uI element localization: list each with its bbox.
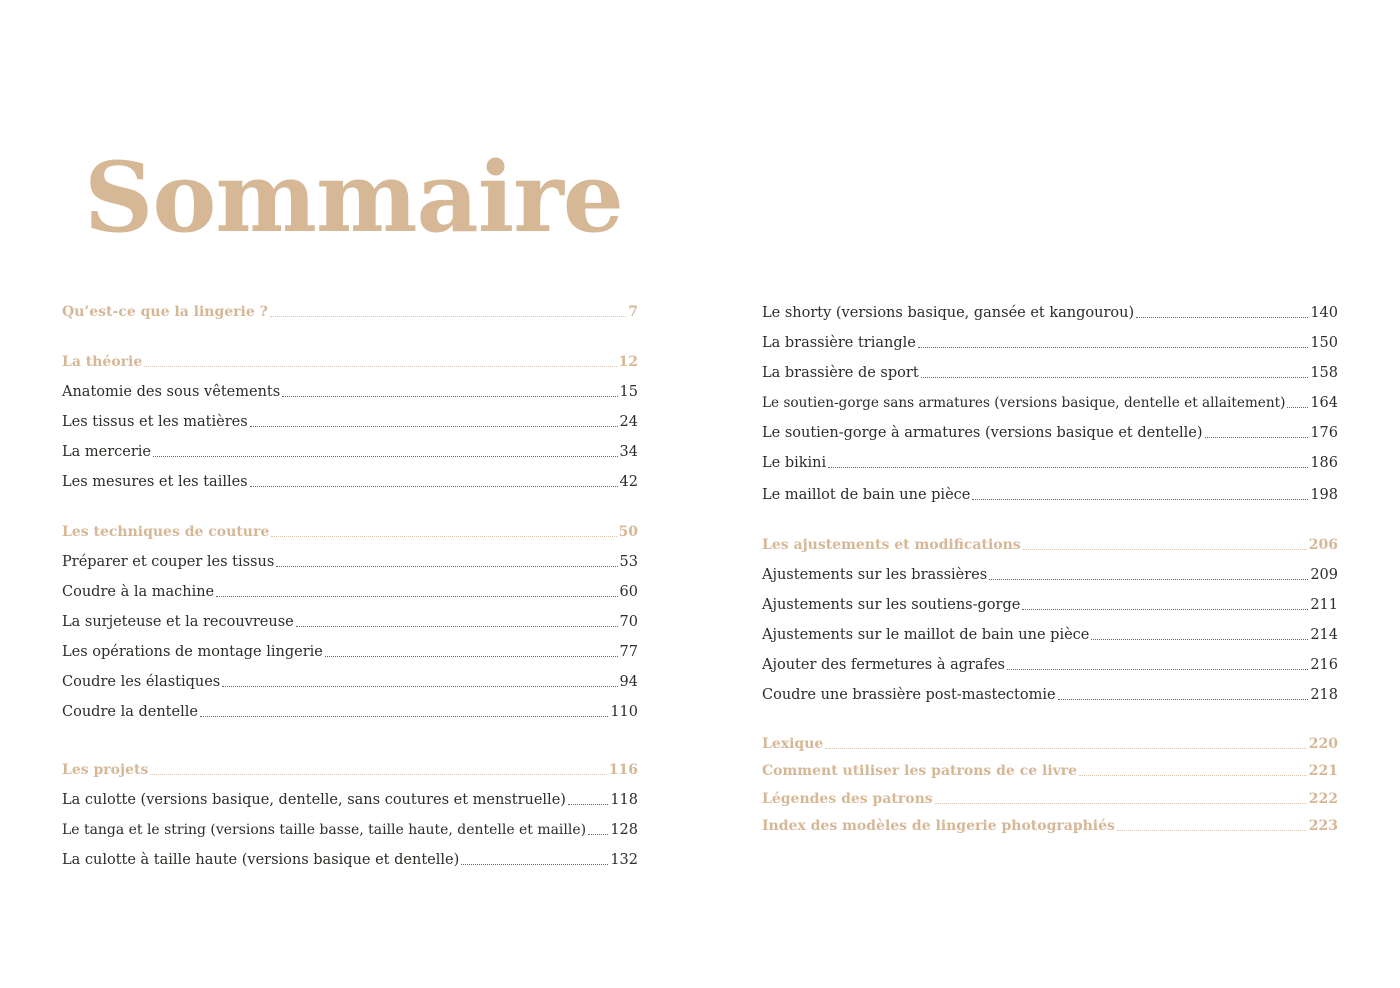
toc-entry-title: La culotte à taille haute (versions basique et dentelle)	[62, 852, 460, 868]
toc-page-number: 94	[619, 674, 638, 690]
toc-page-number: 60	[619, 584, 638, 600]
toc-section-entry	[62, 759, 638, 781]
toc-entry-title: Les techniques de couture	[62, 524, 270, 540]
toc-entry-title: Les ajustements et modifications	[762, 537, 1021, 553]
toc-section-entry	[62, 521, 638, 543]
dot-leader	[568, 804, 608, 805]
toc-page-number: 222	[1308, 791, 1338, 807]
toc-entry	[762, 654, 1338, 676]
page-title: Sommaire	[84, 141, 623, 254]
toc-entry-title: La brassière triangle	[762, 335, 916, 351]
toc-entry	[62, 581, 638, 603]
toc-entry	[62, 611, 638, 633]
toc-page-number: 158	[1310, 365, 1338, 381]
toc-page-number: 150	[1310, 335, 1338, 351]
toc-page-number: 7	[628, 304, 638, 320]
toc-entry	[762, 452, 1338, 474]
toc-entry-title: Le tanga et le string (versions taille basse, taille haute, dentelle et maille)	[62, 822, 587, 838]
toc-section-entry	[762, 733, 1338, 755]
toc-page-number: 220	[1308, 736, 1338, 752]
toc-entry-title: Le maillot de bain une pièce	[762, 487, 971, 503]
toc-page-number: 176	[1310, 425, 1338, 441]
toc-entry-title: Les tissus et les matières	[62, 414, 248, 430]
dot-leader	[271, 536, 616, 537]
dot-leader	[461, 864, 608, 865]
dot-leader	[918, 347, 1308, 348]
dot-leader	[222, 686, 617, 687]
toc-page-number: 118	[610, 792, 638, 808]
toc-entry	[62, 471, 638, 493]
toc-entry-title: Les mesures et les tailles	[62, 474, 248, 490]
dot-leader	[1079, 775, 1307, 776]
toc-entry	[62, 671, 638, 693]
toc-section-entry	[762, 788, 1338, 810]
dot-leader	[972, 499, 1308, 500]
toc-section-entry	[62, 301, 638, 323]
toc-entry-title: Index des modèles de lingerie photographiés	[762, 818, 1115, 834]
toc-entry-title: Le shorty (versions basique, gansée et kangourou)	[762, 305, 1135, 321]
toc-page-number: 216	[1310, 657, 1338, 673]
dot-leader	[250, 486, 618, 487]
dot-leader	[1205, 437, 1309, 438]
dot-leader	[1091, 639, 1308, 640]
toc-entry-title: Anatomie des sous vêtements	[62, 384, 281, 400]
dot-leader	[935, 803, 1307, 804]
dot-leader	[296, 626, 618, 627]
toc-page-number: 214	[1310, 627, 1338, 643]
dot-leader	[1117, 830, 1307, 831]
toc-entry	[762, 594, 1338, 616]
toc-page-number: 77	[619, 644, 638, 660]
toc-page-number: 164	[1310, 395, 1338, 411]
toc-entry	[62, 789, 638, 811]
dot-leader	[1136, 317, 1308, 318]
toc-entry	[62, 381, 638, 403]
toc-section-entry	[762, 815, 1338, 837]
toc-entry	[762, 624, 1338, 646]
toc-entry-title: La théorie	[62, 354, 143, 370]
toc-page-number: 24	[619, 414, 638, 430]
dot-leader	[200, 716, 608, 717]
toc-page-number: 110	[610, 704, 638, 720]
toc-entry-title: Ajouter des fermetures à agrafes	[762, 657, 1005, 673]
toc-section-entry	[62, 351, 638, 373]
toc-entry	[62, 819, 638, 841]
toc-entry-title: La mercerie	[62, 444, 151, 460]
toc-page-number: 218	[1310, 687, 1338, 703]
dot-leader	[250, 426, 618, 427]
toc-entry	[762, 302, 1338, 324]
dot-leader	[1287, 407, 1308, 408]
toc-entry-title: Les opérations de montage lingerie	[62, 644, 323, 660]
toc-section-entry	[762, 760, 1338, 782]
toc-page-number: 42	[619, 474, 638, 490]
toc-entry-title: Ajustements sur les brassières	[762, 567, 988, 583]
toc-page-number: 186	[1310, 455, 1338, 471]
toc-entry	[62, 701, 638, 723]
toc-entry-title: La culotte (versions basique, dentelle, sans coutures et menstruelle)	[62, 792, 566, 808]
dot-leader	[270, 316, 626, 317]
toc-entry	[762, 684, 1338, 706]
toc-section-entry	[762, 534, 1338, 556]
toc-page-number: 140	[1310, 305, 1338, 321]
toc-page-number: 211	[1310, 597, 1338, 613]
dot-leader	[1058, 699, 1309, 700]
dot-leader	[1022, 609, 1308, 610]
toc-entry-title: Ajustements sur le maillot de bain une pièce	[762, 627, 1090, 643]
dot-leader	[989, 579, 1308, 580]
toc-page-number: 12	[618, 354, 638, 370]
toc-entry	[62, 411, 638, 433]
dot-leader	[588, 834, 608, 835]
toc-entry-title: Comment utiliser les patrons de ce livre	[762, 763, 1078, 779]
dot-leader	[325, 656, 618, 657]
toc-page-number: 53	[619, 554, 638, 570]
toc-entry-title: Lexique	[762, 736, 824, 752]
toc-entry	[62, 441, 638, 463]
dot-leader	[150, 774, 606, 775]
toc-entry-title: Coudre une brassière post-mastectomie	[762, 687, 1056, 703]
toc-page-number: 198	[1310, 487, 1338, 503]
toc-entry-title: La surjeteuse et la recouvreuse	[62, 614, 294, 630]
toc-entry	[762, 332, 1338, 354]
toc-entry-title: Coudre la dentelle	[62, 704, 198, 720]
toc-entry-title: Légendes des patrons	[762, 791, 933, 807]
toc-page-number: 15	[619, 384, 638, 400]
toc-entry-title: Le bikini	[762, 455, 827, 471]
toc-page-number: 209	[1310, 567, 1338, 583]
toc-entry	[62, 849, 638, 871]
toc-entry-title: Coudre les élastiques	[62, 674, 221, 690]
toc-entry	[62, 641, 638, 663]
dot-leader	[282, 396, 617, 397]
toc-entry-title: Les projets	[62, 762, 149, 778]
toc-entry	[762, 564, 1338, 586]
dot-leader	[153, 456, 618, 457]
dot-leader	[216, 596, 617, 597]
toc-page-number: 116	[608, 762, 638, 778]
dot-leader	[276, 566, 617, 567]
toc-page-number: 34	[619, 444, 638, 460]
toc-entry-title: Le soutien-gorge à armatures (versions basique et dentelle)	[762, 425, 1203, 441]
toc-entry-title: La brassière de sport	[762, 365, 919, 381]
toc-entry	[762, 422, 1338, 444]
toc-entry	[762, 392, 1338, 414]
dot-leader	[921, 377, 1309, 378]
toc-page-number: 128	[610, 822, 638, 838]
toc-page-number: 223	[1308, 818, 1338, 834]
toc-entry	[62, 551, 638, 573]
toc-entry	[762, 362, 1338, 384]
toc-entry-title: Préparer et couper les tissus	[62, 554, 275, 570]
toc-page-number: 70	[619, 614, 638, 630]
dot-leader	[828, 467, 1308, 468]
dot-leader	[144, 366, 616, 367]
toc-page-number: 206	[1308, 537, 1338, 553]
dot-leader	[825, 748, 1306, 749]
toc-entry-title: Le soutien-gorge sans armatures (versions basique, dentelle et allaitement)	[762, 395, 1286, 411]
toc-page-number: 132	[610, 852, 638, 868]
toc-entry-title: Qu’est-ce que la lingerie ?	[62, 304, 268, 320]
toc-page-number: 50	[618, 524, 638, 540]
toc-entry-title: Coudre à la machine	[62, 584, 215, 600]
dot-leader	[1023, 549, 1307, 550]
toc-entry-title: Ajustements sur les soutiens-gorge	[762, 597, 1021, 613]
toc-page-number: 221	[1308, 763, 1338, 779]
dot-leader	[1007, 669, 1308, 670]
toc-entry	[762, 484, 1338, 506]
